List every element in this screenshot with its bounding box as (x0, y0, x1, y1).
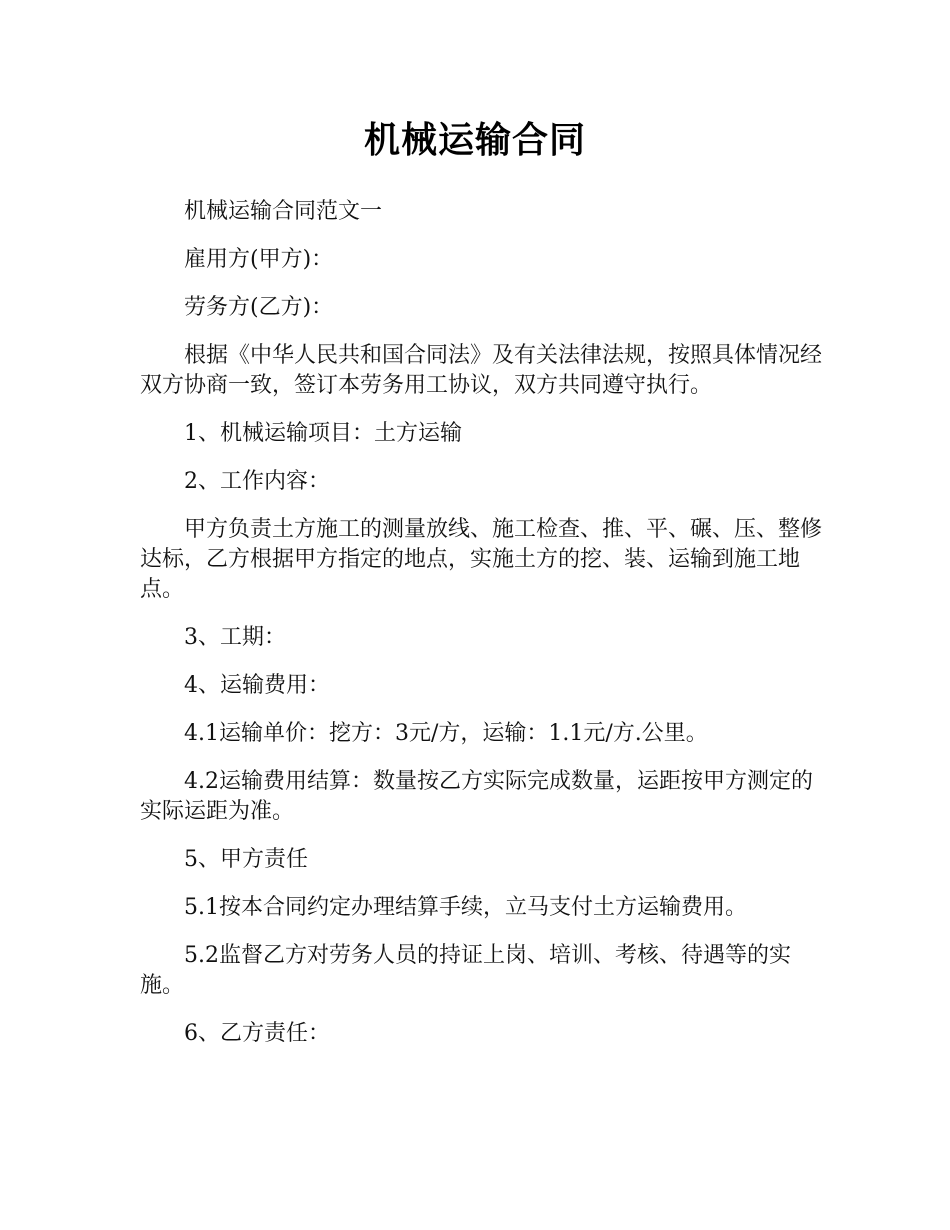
document-title: 机械运输合同 (363, 120, 586, 161)
paragraph-item-3: 3、工期： (184, 625, 286, 650)
paragraph-party-b: 劳务方(乙方)： (184, 295, 334, 320)
paragraph-item-5-2: 5.2监督乙方对劳务人员的持证上岗、培训、考核、待遇等的实施。 (140, 943, 791, 998)
paragraph-party-a: 雇用方(甲方)： (184, 247, 334, 272)
paragraph-item-5: 5、甲方责任 (184, 847, 308, 872)
paragraph-item-4-1: 4.1运输单价：挖方：3元/方，运输：1.1元/方.公里。 (184, 721, 708, 746)
paragraph-item-1: 1、机械运输项目：土方运输 (184, 421, 462, 446)
paragraph-item-5-1: 5.1按本合同约定办理结算手续，立马支付土方运输费用。 (184, 895, 747, 920)
paragraph-sample-heading: 机械运输合同范文一 (184, 199, 383, 224)
paragraph-item-4: 4、运输费用： (184, 673, 330, 698)
paragraph-item-4-2: 4.2运输费用结算：数量按乙方实际完成数量，运距按甲方测定的实际运距为准。 (140, 769, 813, 824)
paragraph-work-content: 甲方负责土方施工的测量放线、施工检查、推、平、碾、压、整修达标，乙方根据甲方指定的地点，实施土方的挖、装、运输到施工地点。 (140, 517, 823, 602)
paragraph-item-2: 2、工作内容： (184, 469, 330, 494)
paragraph-item-6: 6、乙方责任： (184, 1021, 330, 1046)
paragraph-preamble: 根据《中华人民共和国合同法》及有关法律法规，按照具体情况经双方协商一致，签订本劳务用工协议，双方共同遵守执行。 (140, 343, 823, 398)
document-body (140, 197, 830, 1067)
